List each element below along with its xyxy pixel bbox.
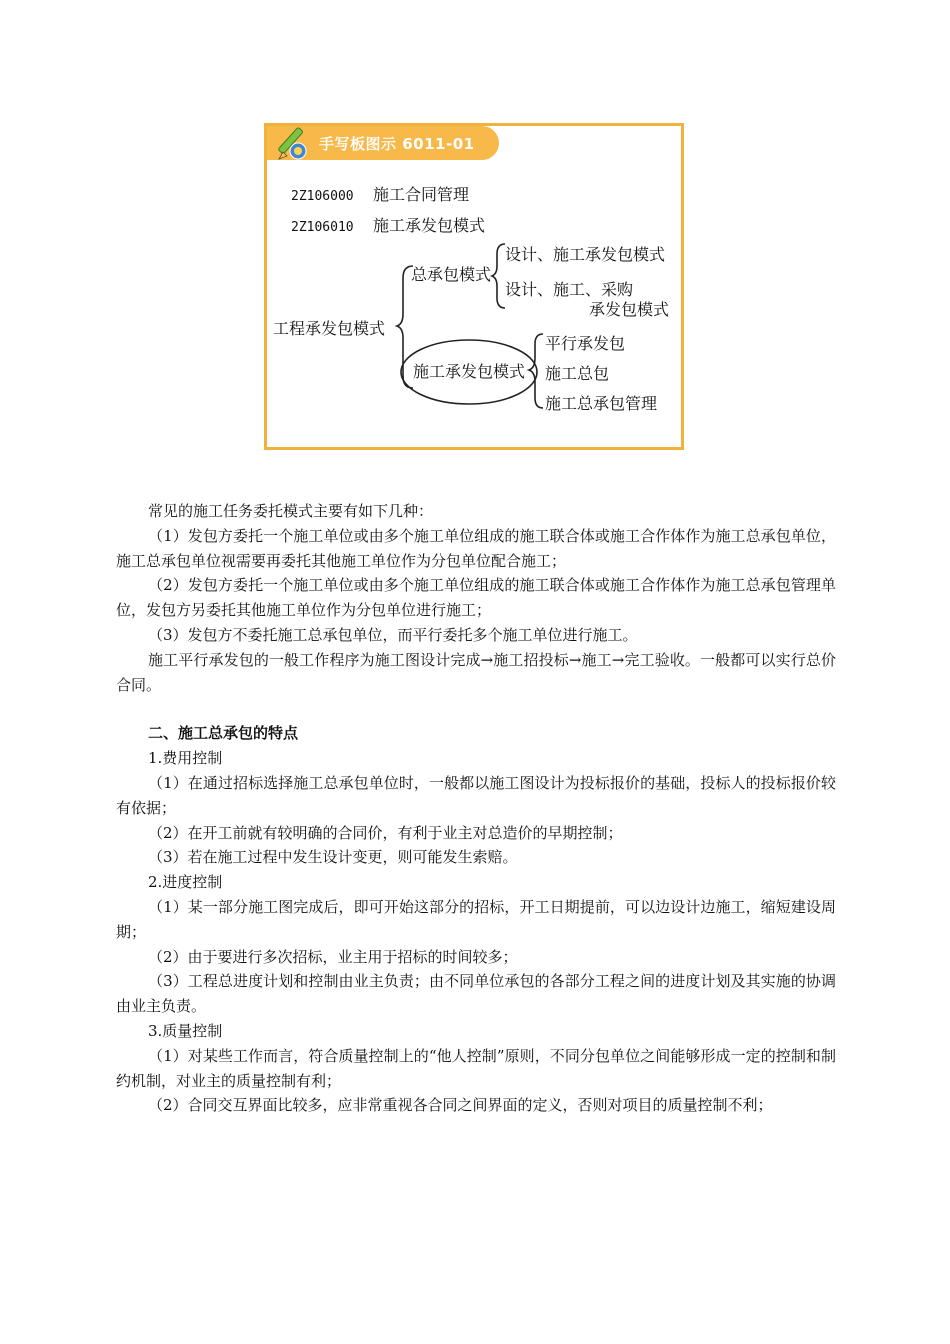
line2-text: 施工承发包模式 bbox=[373, 216, 486, 235]
branch2-item1: 平行承发包 bbox=[545, 334, 626, 353]
line1-text: 施工合同管理 bbox=[373, 185, 470, 204]
paragraph: （1）在通过招标选择施工总承包单位时，一般都以施工图设计为投标报价的基础，投标人的投标报价较有依据； bbox=[116, 773, 836, 817]
branch1-node: 总承包模式 bbox=[411, 265, 492, 284]
branch2-item3: 施工总承包管理 bbox=[545, 394, 658, 413]
paragraph: （1）某一部分施工图完成后，即可开始这部分的招标，开工日期提前，可以边设计边施工，缩短建设周期； bbox=[116, 897, 836, 941]
line2-code: 2Z106010 bbox=[291, 220, 354, 235]
paragraph: （2）发包方委托一个施工单位或由多个施工单位组成的施工联合体或施工合作体作为施工总承包管理单位，发包方另委托其他施工单位作为分包单位进行施工； bbox=[116, 576, 836, 620]
section-heading: 二、施工总承包的特点 bbox=[148, 724, 299, 743]
root-brace bbox=[397, 266, 413, 388]
subheading: 3.质量控制 bbox=[148, 1021, 223, 1040]
branch2-item2: 施工总包 bbox=[545, 364, 610, 383]
subheading: 2.进度控制 bbox=[148, 873, 223, 892]
subheading: 1.费用控制 bbox=[148, 749, 223, 768]
body-text bbox=[116, 499, 836, 1118]
paragraph: （3）工程总进度计划和控制由业主负责；由不同单位承包的各部分工程之间的进度计划及其实施的协调由业主负责。 bbox=[116, 972, 836, 1016]
paragraph: （1）对某些工作而言，符合质量控制上的“他人控制”原则，不同分包单位之间能够形成一定的控制和制约机制，对业主的质量控制有利； bbox=[116, 1046, 836, 1090]
line1-code: 2Z106000 bbox=[291, 189, 354, 204]
spacer bbox=[116, 697, 836, 721]
paragraph: （2）由于要进行多次招标，业主用于招标的时间较多； bbox=[148, 947, 518, 966]
branch2-brace bbox=[529, 334, 543, 408]
branch1-brace bbox=[492, 244, 505, 308]
branch1-item2b: 承发包模式 bbox=[589, 300, 670, 319]
paragraph: （3）若在施工过程中发生设计变更，则可能发生索赔。 bbox=[148, 848, 518, 867]
paragraph: （2）合同交互界面比较多，应非常重视各合同之间界面的定义，否则对项目的质量控制不利； bbox=[148, 1096, 773, 1115]
branch2-node: 施工承发包模式 bbox=[413, 362, 526, 381]
paragraph: （1）发包方委托一个施工单位或由多个施工单位组成的施工联合体或施工合作体作为施工总承包单位，施工总承包单位视需要再委托其他施工单位作为分包单位配合施工； bbox=[116, 526, 836, 570]
paragraph: （2）在开工前就有较明确的合同价，有利于业主对总造价的早期控制； bbox=[148, 823, 623, 842]
board-title: 手写板图示 6011-01 bbox=[319, 135, 475, 153]
branch1-item1: 设计、施工承发包模式 bbox=[505, 245, 666, 264]
paragraph: 施工平行承发包的一般工作程序为施工图设计完成→施工招投标→施工→完工验收。一般都可以实行总价合同。 bbox=[116, 650, 836, 694]
root-node: 工程承发包模式 bbox=[273, 319, 386, 338]
board-header bbox=[267, 126, 499, 160]
paragraph: （3）发包方不委托施工总承包单位，而平行委托多个施工单位进行施工。 bbox=[148, 625, 638, 644]
paragraph: 常见的施工任务委托模式主要有如下几种： bbox=[148, 502, 434, 520]
handwriting-board-figure bbox=[264, 123, 684, 450]
branch1-item2a: 设计、施工、采购 bbox=[505, 280, 634, 299]
disc-icon bbox=[289, 142, 307, 160]
